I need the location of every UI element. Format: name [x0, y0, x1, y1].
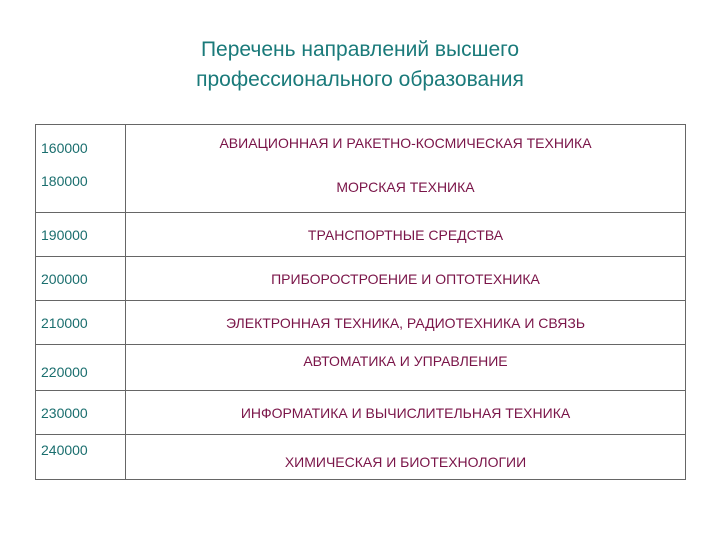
- table-row: [36, 257, 686, 301]
- direction-code: 200000: [41, 270, 88, 287]
- direction-code: 180000: [41, 173, 88, 189]
- code-cell: [36, 301, 126, 345]
- direction-name: ХИМИЧЕСКАЯ И БИОТЕХНОЛОГИИ: [284, 454, 527, 470]
- direction-code: 220000: [41, 363, 88, 380]
- name-cell: [126, 257, 686, 301]
- table-row: [36, 301, 686, 345]
- page-title: [0, 35, 720, 95]
- direction-name: ИНФОРМАТИКА И ВЫЧИСЛИТЕЛЬНАЯ ТЕХНИКА: [240, 404, 571, 421]
- table-row: [36, 435, 686, 480]
- name-cell: [126, 435, 686, 480]
- direction-code: 190000: [41, 226, 88, 243]
- title-line-2: профессионального образования: [196, 68, 524, 91]
- direction-code: 160000: [41, 140, 88, 156]
- table-row: [36, 345, 686, 391]
- direction-code: 230000: [41, 404, 88, 421]
- code-cell: [36, 435, 126, 480]
- table-row: [36, 391, 686, 435]
- direction-code: 210000: [41, 314, 88, 331]
- code-cell: [36, 345, 126, 391]
- table-row: [36, 125, 686, 213]
- name-cell: [126, 301, 686, 345]
- direction-code: 240000: [41, 442, 88, 458]
- directions-table: [35, 124, 686, 480]
- direction-name: ПРИБОРОСТРОЕНИЕ И ОПТОТЕХНИКА: [271, 270, 540, 287]
- direction-name: МОРСКАЯ ТЕХНИКА: [336, 179, 475, 195]
- code-cell: [36, 257, 126, 301]
- code-cell: [36, 391, 126, 435]
- direction-name: ЭЛЕКТРОННАЯ ТЕХНИКА, РАДИОТЕХНИКА И СВЯЗЬ: [225, 314, 586, 331]
- title-line-1: Перечень направлений высшего: [200, 38, 520, 61]
- name-cell: [126, 125, 686, 213]
- direction-name: ТРАНСПОРТНЫЕ СРЕДСТВА: [307, 226, 504, 243]
- name-cell: [126, 391, 686, 435]
- code-cell: [36, 213, 126, 257]
- direction-name: АВТОМАТИКА И УПРАВЛЕНИЕ: [303, 352, 508, 369]
- direction-name: АВИАЦИОННАЯ И РАКЕТНО-КОСМИЧЕСКАЯ ТЕХНИКА: [219, 135, 592, 151]
- name-cell: [126, 345, 686, 391]
- table-row: [36, 213, 686, 257]
- name-cell: [126, 213, 686, 257]
- code-cell: [36, 125, 126, 213]
